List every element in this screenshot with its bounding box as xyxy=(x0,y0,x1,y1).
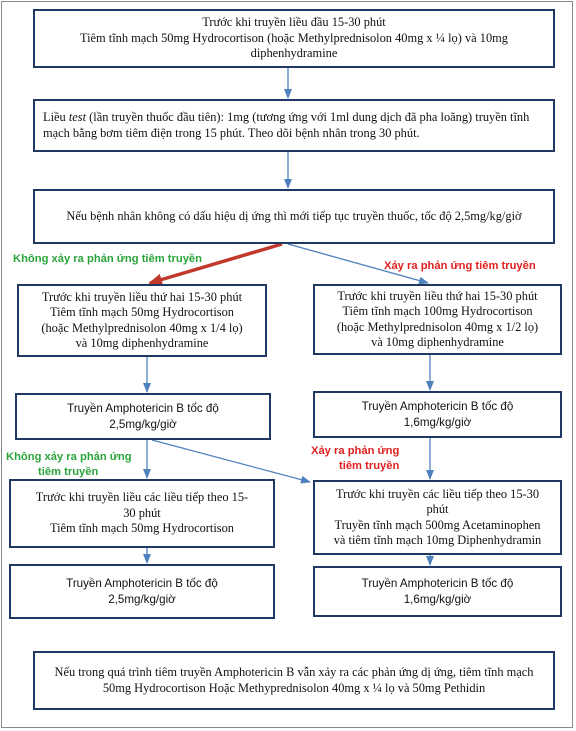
box-line: Trước khi truyền các liều tiếp theo 15-30 xyxy=(335,486,540,501)
label-no-reaction-1 xyxy=(13,252,202,267)
box-line: và 10mg diphenhydramine xyxy=(75,336,209,350)
box-line: 50mg Hydrocortison Hoặc Methyprednisolon 40mg x ¼ lọ và 50mg Pethidin xyxy=(102,680,486,695)
test-dose-italic: test xyxy=(68,110,87,124)
continue-infusion-text: Nếu bệnh nhân không có dấu hiệu dị ứng thì mới tiếp tục truyền thuốc, tốc độ 2,5mg/kg/giờ xyxy=(66,208,522,223)
step-box-test-dose xyxy=(33,99,555,152)
step-box-allergic-reaction-note xyxy=(33,651,555,710)
label-reaction-2 xyxy=(311,444,399,474)
box-line: diphenhydramine xyxy=(250,46,338,61)
label-text: tiêm truyền xyxy=(38,466,99,478)
step-box-second-dose-reaction xyxy=(313,284,562,355)
box-line: Truyền tĩnh mạch 500mg Acetaminophen xyxy=(334,517,541,532)
box-line: 1,6mg/kg/giờ xyxy=(403,592,472,606)
box-line: (hoặc Methylprednisolon 40mg x 1/4 lọ) xyxy=(41,320,243,335)
arrow-b6-b9 xyxy=(152,440,310,482)
box-line: phút xyxy=(426,502,449,516)
step-box-final-rate-2-5 xyxy=(9,564,275,619)
box-line: Trước khi truyền liều thứ hai 15-30 phút xyxy=(41,289,243,304)
box-line: 1,6mg/kg/giờ xyxy=(403,415,472,429)
box-line: Tiêm tĩnh mạch 50mg Hydrocortison xyxy=(49,521,234,536)
test-dose-prefix: Liều xyxy=(43,110,69,124)
label-text: Không xảy ra phản ứng xyxy=(6,451,132,463)
test-dose-rest: (lần truyền thuốc đầu tiên): 1mg (tương ứng với 1ml dung dịch đã pha loãng) truyền tĩnh mạch bằng bơm tiêm điện trong 15 phút. Theo dõi bệnh nhân trong 30 phút. xyxy=(43,110,530,140)
box-line: 30 phút xyxy=(123,505,161,520)
box-line: Nếu trong quá trình tiêm truyền Amphotericin B vẫn xảy ra các phản ứng dị ứng, tiêm tĩnh mạch xyxy=(54,665,534,679)
step-box-continue-infusion xyxy=(33,189,555,244)
box-line: Tiêm tĩnh mạch 50mg Hydrocortison xyxy=(49,305,234,319)
label-text: Không xảy ra phản ứng tiêm truyền xyxy=(13,253,202,265)
box-line: Tiêm tĩnh mạch 100mg Hydrocortison xyxy=(342,304,533,318)
label-text: Xảy ra phản ứng tiêm truyền xyxy=(384,260,536,272)
box-line: Truyền Amphotericin B tốc độ xyxy=(66,576,218,590)
label-text: Xảy ra phản ứng xyxy=(311,445,400,457)
box-line: (hoặc Methylprednisolon 40mg x 1/2 lọ) xyxy=(336,319,539,334)
box-line: Truyền Amphotericin B tốc độ xyxy=(67,401,219,415)
step-box-second-dose-no-reaction xyxy=(17,284,267,357)
box-line: và 10mg diphenhydramine xyxy=(371,335,504,349)
box-line: Truyền Amphotericin B tốc độ xyxy=(361,576,514,590)
box-line: 2,5mg/kg/giờ xyxy=(109,417,177,431)
step-box-infusion-rate-2-5 xyxy=(15,393,271,440)
step-box-subsequent-doses-no-reaction xyxy=(9,479,275,548)
box-line: và tiêm tĩnh mạch 10mg Diphenhydramin xyxy=(333,533,542,547)
label-no-reaction-2 xyxy=(6,450,132,480)
box-line: 2,5mg/kg/giờ xyxy=(108,592,176,606)
box-line: Trước khi truyền liều đầu 15-30 phút xyxy=(202,15,386,30)
step-box-final-rate-1-6 xyxy=(313,566,562,617)
box-line: Trước khi truyền liều thứ hai 15-30 phút xyxy=(337,288,538,303)
test-dose-text xyxy=(43,110,545,141)
label-text: tiêm truyền xyxy=(339,460,400,472)
step-box-subsequent-doses-reaction xyxy=(313,480,562,555)
box-line: Truyền Amphotericin B tốc độ xyxy=(361,399,514,413)
label-reaction-1 xyxy=(384,259,536,274)
step-box-first-dose-premed xyxy=(33,9,555,68)
box-line: Trước khi truyền liều các liều tiếp theo 15- xyxy=(35,490,249,505)
box-line: Tiêm tĩnh mạch 50mg Hydrocortison (hoặc Methylprednisolon 40mg x ¼ lọ) và 10mg xyxy=(79,30,508,45)
step-box-infusion-rate-1-6 xyxy=(313,391,562,438)
